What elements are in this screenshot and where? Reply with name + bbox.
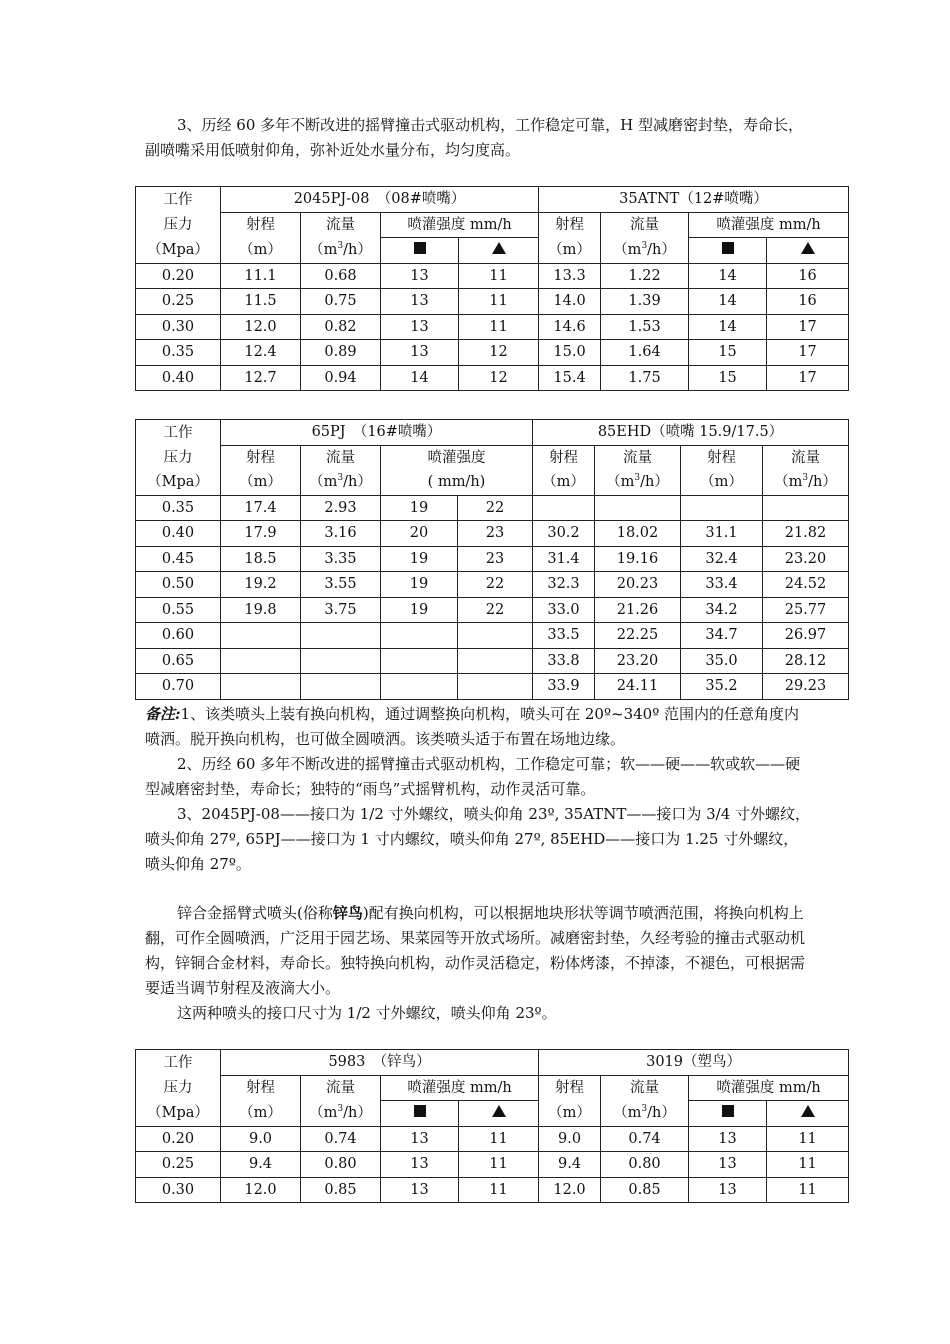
range-unit: （m）	[681, 470, 763, 495]
value-cell: 19	[381, 597, 458, 623]
value-cell: 23.20	[595, 648, 681, 674]
value-cell: 0.74	[601, 1126, 689, 1152]
value-cell	[381, 648, 458, 674]
table-row	[136, 340, 849, 366]
value-cell: 17	[767, 365, 849, 391]
flow-unit: $(m^3/h)$	[301, 470, 381, 495]
value-cell: 1.53	[601, 314, 689, 340]
note-3: 3、2045PJ-08——接口为 1/2 寸外螺纹，喷头仰角 23º, 35ATNT——接口为 3/4 寸外螺纹，喷头仰角 27º, 65PJ——接口为 1 寸内螺纹，喷头仰角 27º, 85EHD——接口为 1.25 寸外螺纹，喷头仰角 27º。	[145, 805, 811, 873]
triangle-symbol-cell	[459, 1101, 539, 1127]
value-cell: 9.4	[221, 1152, 301, 1178]
flow-label: 流量	[601, 1075, 689, 1101]
triangle-symbol-cell	[459, 238, 539, 264]
value-cell: 33.8	[533, 648, 595, 674]
pressure-cell: 0.40	[136, 521, 221, 547]
flow-unit: $(m^3/h)$	[601, 1101, 689, 1127]
value-cell	[381, 623, 458, 649]
value-cell: 3.75	[301, 597, 381, 623]
value-cell: 1.22	[601, 263, 689, 289]
pressure-cell: 0.35	[136, 495, 221, 521]
value-cell: 0.85	[601, 1177, 689, 1203]
pressure-cell: 0.25	[136, 1152, 221, 1178]
range-unit: （m）	[221, 470, 301, 495]
value-cell: 33.0	[533, 597, 595, 623]
table-row	[136, 263, 849, 289]
value-cell: 3.16	[301, 521, 381, 547]
value-cell: 15.0	[539, 340, 601, 366]
table-row	[136, 495, 849, 521]
value-cell: 34.2	[681, 597, 763, 623]
range-label: 射程	[221, 212, 301, 238]
table-row	[136, 1126, 849, 1152]
value-cell	[301, 623, 381, 649]
range-label: 射程	[539, 1075, 601, 1101]
value-cell: 13	[381, 1126, 459, 1152]
value-cell: 12	[459, 340, 539, 366]
value-cell: 16	[767, 289, 849, 315]
value-cell: 24.52	[763, 572, 849, 598]
value-cell: 11.1	[221, 263, 301, 289]
pressure-cell: 0.60	[136, 623, 221, 649]
flow-label: 流量	[601, 212, 689, 238]
flow-label: 流量	[301, 1075, 381, 1101]
value-cell: 20	[381, 521, 458, 547]
value-cell: 0.68	[301, 263, 381, 289]
value-cell: 11	[459, 314, 539, 340]
value-cell: 11	[459, 1177, 539, 1203]
pressure-header-line2: 压力	[136, 212, 221, 238]
value-cell: 19.2	[221, 572, 301, 598]
value-cell: 12	[459, 365, 539, 391]
table-row	[136, 1152, 849, 1178]
value-cell	[763, 495, 849, 521]
pressure-header-line1: 工作	[136, 420, 221, 446]
value-cell	[221, 623, 301, 649]
pressure-cell: 0.70	[136, 674, 221, 700]
value-cell: 19	[381, 546, 458, 572]
pressure-header-line3: （Mpa）	[136, 470, 221, 495]
value-cell: 16	[767, 263, 849, 289]
intensity-label: 喷灌强度 mm/h	[689, 1075, 849, 1101]
value-cell: 32.3	[533, 572, 595, 598]
flow-label: 流量	[301, 445, 381, 470]
range-unit: （m）	[221, 1101, 301, 1127]
value-cell: 17	[767, 314, 849, 340]
value-cell: 11	[767, 1152, 849, 1178]
value-cell: 12.0	[221, 1177, 301, 1203]
flow-label: 流量	[301, 212, 381, 238]
range-unit: （m）	[221, 238, 301, 264]
value-cell: 12.7	[221, 365, 301, 391]
flow-label: 流量	[595, 445, 681, 470]
value-cell: 14	[381, 365, 459, 391]
value-cell: 11	[459, 1152, 539, 1178]
value-cell: 26.97	[763, 623, 849, 649]
value-cell: 13	[689, 1152, 767, 1178]
value-cell	[301, 648, 381, 674]
value-cell: 23	[458, 521, 533, 547]
value-cell: 15	[689, 340, 767, 366]
value-cell: 35.2	[681, 674, 763, 700]
value-cell: 19	[381, 572, 458, 598]
note-1: 备注:1、该类喷头上装有换向机构，通过调整换向机构，喷头可在 20º~340º 范围内的任意角度内喷洒。脱开换向机构，也可做全圆喷洒。该类喷头适于布置在场地边缘。	[145, 705, 800, 748]
range-label: 射程	[533, 445, 595, 470]
square-symbol-cell	[689, 238, 767, 264]
square-symbol-icon	[414, 242, 426, 254]
value-cell: 3.55	[301, 572, 381, 598]
table-row	[136, 597, 849, 623]
value-cell: 33.9	[533, 674, 595, 700]
value-cell: 11	[767, 1177, 849, 1203]
value-cell: 0.89	[301, 340, 381, 366]
spec-table-65pj-85ehd	[135, 419, 849, 700]
value-cell: 23.20	[763, 546, 849, 572]
value-cell: 31.4	[533, 546, 595, 572]
value-cell: 23	[458, 546, 533, 572]
intensity-unit: ( mm/h)	[381, 470, 533, 495]
value-cell: 33.5	[533, 623, 595, 649]
pressure-cell: 0.30	[136, 314, 221, 340]
table-row	[136, 674, 849, 700]
value-cell: 11	[459, 263, 539, 289]
value-cell: 18.02	[595, 521, 681, 547]
pressure-cell: 0.25	[136, 289, 221, 315]
note-2: 2、历经 60 多年不断改进的摇臂撞击式驱动机构，工作稳定可靠；软——硬——软或软——硬型减磨密封垫，寿命长；独特的“雨鸟”式摇臂机构，动作灵活可靠。	[145, 755, 801, 798]
flow-unit: $(m^3/h)$	[301, 238, 381, 264]
value-cell: 17.9	[221, 521, 301, 547]
value-cell: 29.23	[763, 674, 849, 700]
table-row	[136, 289, 849, 315]
flow-unit: $(m^3/h)$	[763, 470, 849, 495]
table-row	[136, 1177, 849, 1203]
square-symbol-cell	[381, 1101, 459, 1127]
range-unit: （m）	[539, 1101, 601, 1127]
model-a-header: 2045PJ-08 （08#喷嘴）	[221, 187, 539, 213]
value-cell: 14	[689, 314, 767, 340]
value-cell: 0.94	[301, 365, 381, 391]
value-cell: 2.93	[301, 495, 381, 521]
value-cell: 17	[767, 340, 849, 366]
flow-unit: $(m^3/h)$	[301, 1101, 381, 1127]
value-cell	[458, 648, 533, 674]
value-cell	[458, 623, 533, 649]
value-cell	[681, 495, 763, 521]
value-cell: 34.7	[681, 623, 763, 649]
value-cell: 14	[689, 263, 767, 289]
note-label: 备注:	[145, 705, 181, 723]
pressure-header-line1: 工作	[136, 1050, 221, 1076]
value-cell: 9.4	[539, 1152, 601, 1178]
value-cell	[458, 674, 533, 700]
table-row	[136, 648, 849, 674]
value-cell: 13	[381, 1152, 459, 1178]
range-label: 射程	[221, 445, 301, 470]
value-cell: 13	[689, 1126, 767, 1152]
pressure-cell: 0.20	[136, 1126, 221, 1152]
flow-label: 流量	[763, 445, 849, 470]
intensity-label: 喷灌强度 mm/h	[689, 212, 849, 238]
pressure-header-line2: 压力	[136, 1075, 221, 1101]
value-cell: 15.4	[539, 365, 601, 391]
square-symbol-icon	[722, 242, 734, 254]
value-cell: 3.35	[301, 546, 381, 572]
value-cell: 13	[381, 1177, 459, 1203]
value-cell: 11	[459, 1126, 539, 1152]
value-cell	[533, 495, 595, 521]
value-cell: 14.0	[539, 289, 601, 315]
intensity-label: 喷灌强度	[381, 445, 533, 470]
value-cell: 0.74	[301, 1126, 381, 1152]
pressure-cell: 0.35	[136, 340, 221, 366]
value-cell: 32.4	[681, 546, 763, 572]
value-cell: 13	[689, 1177, 767, 1203]
triangle-symbol-cell	[767, 1101, 849, 1127]
value-cell: 0.80	[601, 1152, 689, 1178]
value-cell: 18.5	[221, 546, 301, 572]
zinc-sprinkler-paragraph: 锌合金摇臂式喷头(俗称锌鸟)配有换向机构，可以根据地块形状等调节喷洒范围，将换向机构上翻，可作全圆喷洒，广泛用于园艺场、果菜园等开放式场所。减磨密封垫，久经考验的撞击式驱动机构，锌铜合金材料，寿命长。独特换向机构，动作灵活稳定，粉体烤漆，不掉漆，不褪色，可根据需要适当调节射程及液滴大小。	[145, 904, 806, 997]
value-cell: 12.0	[539, 1177, 601, 1203]
value-cell: 0.80	[301, 1152, 381, 1178]
pressure-cell: 0.20	[136, 263, 221, 289]
value-cell: 24.11	[595, 674, 681, 700]
value-cell: 20.23	[595, 572, 681, 598]
value-cell: 35.0	[681, 648, 763, 674]
value-cell	[221, 674, 301, 700]
pressure-cell: 0.45	[136, 546, 221, 572]
value-cell: 0.82	[301, 314, 381, 340]
value-cell: 14	[689, 289, 767, 315]
value-cell: 22	[458, 597, 533, 623]
value-cell: 0.85	[301, 1177, 381, 1203]
range-unit: （m）	[539, 238, 601, 264]
range-label: 射程	[681, 445, 763, 470]
value-cell: 13	[381, 340, 459, 366]
spec-table-5983-3019	[135, 1049, 849, 1203]
model-a-header: 65PJ （16#喷嘴）	[221, 420, 533, 446]
zinc-interface-paragraph: 这两种喷头的接口尺寸为 1/2 寸外螺纹，喷头仰角 23º。	[177, 1004, 557, 1022]
triangle-symbol-cell	[767, 238, 849, 264]
spec-table-2045pj-35atnt	[135, 186, 849, 391]
value-cell	[221, 648, 301, 674]
table-row	[136, 521, 849, 547]
pressure-header-line3: （Mpa）	[136, 238, 221, 264]
value-cell: 15	[689, 365, 767, 391]
value-cell: 12.0	[221, 314, 301, 340]
value-cell: 14.6	[539, 314, 601, 340]
range-unit: （m）	[533, 470, 595, 495]
triangle-symbol-icon	[492, 1105, 506, 1117]
value-cell	[595, 495, 681, 521]
value-cell: 11	[459, 289, 539, 315]
value-cell: 21.82	[763, 521, 849, 547]
pressure-cell: 0.55	[136, 597, 221, 623]
value-cell: 19.8	[221, 597, 301, 623]
value-cell: 17.4	[221, 495, 301, 521]
value-cell: 13	[381, 314, 459, 340]
pressure-header-line2: 压力	[136, 445, 221, 470]
value-cell: 30.2	[533, 521, 595, 547]
table-row	[136, 572, 849, 598]
flow-unit: $(m^3/h)$	[595, 470, 681, 495]
value-cell: 1.39	[601, 289, 689, 315]
pressure-header-line1: 工作	[136, 187, 221, 213]
model-b-header: 3019（塑鸟）	[539, 1050, 849, 1076]
triangle-symbol-icon	[492, 242, 506, 254]
value-cell: 31.1	[681, 521, 763, 547]
flow-unit: $(m^3/h)$	[601, 238, 689, 264]
value-cell: 19	[381, 495, 458, 521]
intro-paragraph: 3、历经 60 多年不断改进的摇臂撞击式驱动机构，工作稳定可靠，H 型减磨密封垫，寿命长，副喷嘴采用低喷射仰角，弥补近处水量分布，均匀度高。	[145, 116, 804, 159]
value-cell: 25.77	[763, 597, 849, 623]
value-cell: 28.12	[763, 648, 849, 674]
value-cell: 1.64	[601, 340, 689, 366]
value-cell: 22	[458, 495, 533, 521]
square-symbol-icon	[414, 1105, 426, 1117]
table-row	[136, 314, 849, 340]
range-label: 射程	[221, 1075, 301, 1101]
model-b-header: 85EHD（喷嘴 15.9/17.5）	[533, 420, 849, 446]
square-symbol-icon	[722, 1105, 734, 1117]
square-symbol-cell	[381, 238, 459, 264]
value-cell: 11.5	[221, 289, 301, 315]
square-symbol-cell	[689, 1101, 767, 1127]
intensity-label: 喷灌强度 mm/h	[381, 1075, 539, 1101]
value-cell: 22	[458, 572, 533, 598]
pressure-cell: 0.40	[136, 365, 221, 391]
model-b-header: 35ATNT（12#喷嘴）	[539, 187, 849, 213]
value-cell: 11	[767, 1126, 849, 1152]
value-cell: 13.3	[539, 263, 601, 289]
value-cell	[381, 674, 458, 700]
value-cell: 21.26	[595, 597, 681, 623]
value-cell: 22.25	[595, 623, 681, 649]
value-cell: 19.16	[595, 546, 681, 572]
value-cell: 9.0	[539, 1126, 601, 1152]
value-cell: 0.75	[301, 289, 381, 315]
intensity-label: 喷灌强度 mm/h	[381, 212, 539, 238]
value-cell: 33.4	[681, 572, 763, 598]
model-a-header: 5983 （锌鸟）	[221, 1050, 539, 1076]
value-cell: 9.0	[221, 1126, 301, 1152]
triangle-symbol-icon	[801, 1105, 815, 1117]
value-cell: 13	[381, 263, 459, 289]
table-row	[136, 546, 849, 572]
range-label: 射程	[539, 212, 601, 238]
pressure-cell: 0.50	[136, 572, 221, 598]
table-row	[136, 365, 849, 391]
pressure-cell: 0.30	[136, 1177, 221, 1203]
value-cell	[301, 674, 381, 700]
pressure-cell: 0.65	[136, 648, 221, 674]
value-cell: 1.75	[601, 365, 689, 391]
value-cell: 12.4	[221, 340, 301, 366]
triangle-symbol-icon	[801, 242, 815, 254]
pressure-header-line3: （Mpa）	[136, 1101, 221, 1127]
table-row	[136, 623, 849, 649]
value-cell: 13	[381, 289, 459, 315]
